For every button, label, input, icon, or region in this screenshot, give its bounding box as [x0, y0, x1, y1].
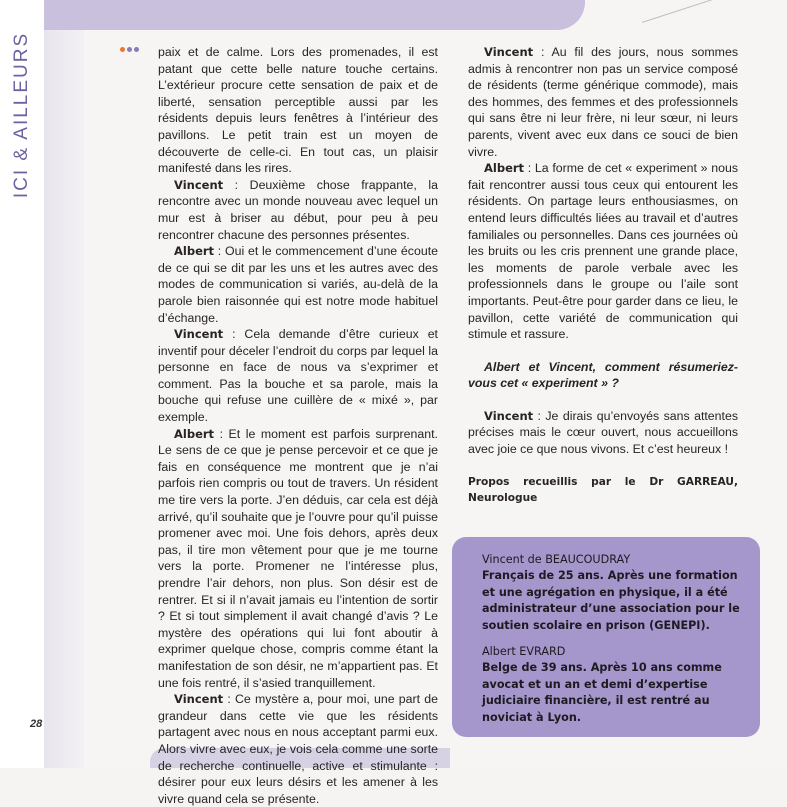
paragraph: [158, 426, 438, 692]
bio-name: Albert EVRARD: [482, 645, 566, 659]
article-left-column: [158, 44, 438, 807]
speaker-name: Vincent: [174, 327, 224, 342]
paragraph: [158, 177, 438, 243]
speaker-name: Vincent: [174, 692, 224, 707]
speaker-name: Vincent: [484, 45, 534, 59]
paragraph-text: : Je dirais qu’envoyés sans attentes précises mais le cœur ouvert, nous accueillons avec joie ce que nous vivons. Et c’est heureux !: [468, 408, 738, 457]
continuation-dots-icon: [120, 47, 139, 52]
bio-description: Belge de 39 ans. Après 10 ans comme avocat et un an et demi d’expertise judiciaire financière, il est rentré au noviciat à Lyon.: [482, 661, 722, 724]
paragraph: [468, 408, 738, 458]
interview-question: Albert et Vincent, comment résumeriez-vous cet « experiment » ?: [468, 359, 738, 391]
paragraph: [158, 44, 438, 177]
left-shadow-gutter: [44, 30, 84, 768]
bio-entry: [482, 552, 744, 634]
bio-box-content: [482, 552, 744, 726]
paragraph-text: : La forme de cet « experiment » nous fait rencontrer aussi tous ceux qui entourent les résidents. On partage leurs enthousiasmes, on entend leurs difficultés liées au travail et d’autres familiales ou personnelles. Dans ces journées où les bruits ou les cris prennent une grande place, les moments de parole verbale avec les professionnels dans le groupe ou l’aile sont importants. Peut-être pour garder dans ce lieu, le pavillon, cette variété de communication qui stimule et rassure.: [468, 161, 738, 342]
bio-name: Vincent de BEAUCOUDRAY: [482, 553, 631, 566]
top-color-band: [0, 0, 585, 30]
paragraph: [158, 691, 438, 807]
article-right-column: [468, 44, 738, 507]
paragraph-text: : Ce mystère a, pour moi, une part de grandeur dans cette vie que les résidents partagent avec nous en nous acceptant parmi eux. Alors vivre avec eux, je vois cela comme une sorte de recherche continuelle, active et stimulante : désirer pour eux leurs désirs et les amener à les vivre quand cela se présente.: [158, 692, 438, 806]
purple-dot-icon: [134, 47, 139, 52]
paragraph-text: : Deuxième chose frappante, la rencontre avec un monde nouveau avec lequel un mur est à briser au début, pour peu à peu rencontrer chacune des personnes présentes.: [158, 177, 438, 242]
paragraph-text: : Cela demande d’être curieux et inventif pour déceler l’endroit du corps par lequel la personne en face de nous va s’exprimer et comment. Pas la bouche et sa parole, mais la bouche qui refuse une cuillère de « mixé », par exemple.: [158, 327, 438, 425]
paragraph-text: : Oui et le commencement d’une écoute de ce qui se dit par les uns et les autres avec des modes de communication si variés, au-delà de la parole bien raisonnée qui est notre mode habituel d’échange.: [158, 244, 438, 325]
speaker-name: Vincent: [484, 408, 534, 423]
paragraph-text: paix et de calme. Lors des promenades, il est patant que cette belle nature touche certains. L’extérieur procure cette sensation de paix et de liberté, sensation perceptible aussi par les résidents depuis leurs fenêtres à l’intérieur des pavillons. Le petit train est un moyen de découverte de celle-ci. En tout cas, un plaisir manifesté dans les rires.: [158, 45, 438, 176]
paragraph: [468, 44, 738, 160]
speaker-name: Albert: [174, 426, 215, 441]
bio-entry: [482, 644, 744, 726]
speaker-name: Vincent: [174, 177, 224, 192]
section-label: [0, 30, 44, 200]
paragraph-text: : Et le moment est parfois surprenant. Le sens de ce que je pense percevoir et ce que je fais en conséquence me montrent que je n’ai parfois rien compris ou tout de travers. Un résident me tire vers la porte. J’en déduis, car cela est déjà arrivé, qu’il souhaite que je l’ouvre pour qu’il puisse promener avec moi. Une fois dehors, après deux pas, il tire mon vêtement pour que je me tourne vers la porte. Promener ne l’intéresse plus, prendre l’air dehors, non plus. Son désir est de rentrer. Et si il n’avait jamais eu l’intention de sortir ? Et si tout simplement il avait changé d’avis ? Le mystère des opérations qui lui font aboutir à exprimer quelque chose, compris comme étant la manifestation de son désir, ne m’appartient pas. Et une fois rentré, il s’asied tranquillement.: [158, 426, 438, 690]
orange-dot-icon: [120, 47, 125, 52]
speaker-name: Albert: [484, 161, 525, 176]
page-number: 28: [30, 718, 43, 730]
speaker-name: Albert: [174, 244, 215, 259]
paragraph-text: : Au fil des jours, nous sommes admis à rencontrer non pas un service composé de résidents (terme générique commode), mais des hommes, des femmes et des professionnels qui sans être ni leur frère, ni leur sœur, ni leurs parents, vivent avec eux dans ce souci de bien vivre.: [468, 45, 738, 159]
section-label-text: ICI & AILLEURS: [11, 31, 32, 199]
paragraph: [158, 243, 438, 326]
interview-credit: Propos recueillis par le Dr GARREAU, Neurologue: [468, 475, 738, 505]
paragraph: [468, 160, 738, 343]
bio-description: Français de 25 ans. Après une formation et une agrégation en physique, il a été administrateur d’une association pour le soutien scolaire en prison (GENEPI).: [482, 569, 740, 632]
paragraph: [158, 326, 438, 426]
purple-dot-icon: [127, 47, 132, 52]
